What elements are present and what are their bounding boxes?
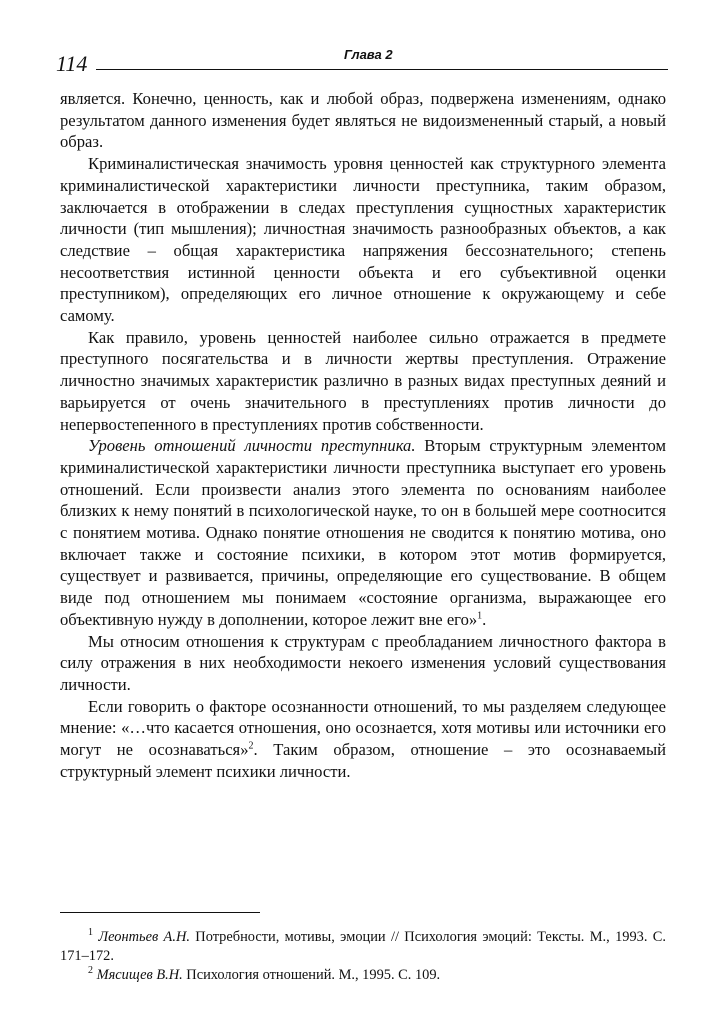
paragraph-4 [60, 435, 666, 630]
paragraph-text: является. Конечно, ценность, как и любой образ, подвержена изменениям, однако результатом данного изменения будет являться не видоизмененный старый, а новый образ. [60, 89, 666, 152]
paragraph-6 [60, 696, 666, 783]
footnote-author: Леонтьев А.Н. [98, 929, 190, 945]
footnote-mark: 1 [88, 927, 93, 939]
footnote-separator [60, 912, 260, 913]
footnote-1 [60, 928, 666, 966]
section-lead-heading: Уровень отношений личности преступника. [88, 436, 416, 456]
footnote-2 [60, 966, 666, 985]
paragraph-text-end: . [482, 609, 487, 629]
paragraph-text: Вторым структурным элементом криминалистической характеристики личности преступника выступает его уровень отношений. Если произвести анализ этого элемента по основаниям наиболее близких к нему понятий в психологической науке, то он в большей мере соотносится с понятием мотива. Однако понятие отношения не сводится к понятию мотива, оно включает также и состояние психики, в котором этот мотив формируется, существует и развивается, причины, определяющие его существование. В общем виде под отношением мы понимаем «состояние организма, выражающее его объективную нужду в дополнении, которое лежит вне его» [60, 436, 667, 629]
paragraph-text: Мы относим отношения к структурам с преобладанием личностного фактора в силу отражения в них необходимости некоего изменения условий существования личности. [60, 631, 666, 694]
footnote-reference-2[interactable]: 2 [248, 740, 254, 752]
paragraph-text: Как правило, уровень ценностей наиболее сильно отражается в предмете преступного посягательства и в личности жертвы преступления. Отражение личностно значимых характеристик различно в разных видах преступных деяний и варьируется от очень значительного в преступлениях против личности до непервостепенного в преступлениях против собственности. [60, 327, 666, 434]
footnote-text: Психология отношений. М., 1995. С. 109. [182, 967, 441, 983]
paragraph-2 [60, 153, 666, 327]
footnote-author: Мясищев В.Н. [96, 967, 183, 983]
footnote-text: Потребности, мотивы, эмоции // Психология эмоций: Тексты. М., 1993. С. 171–172. [60, 929, 666, 964]
paragraph-1 [60, 88, 666, 153]
running-head: Глава 2 [344, 47, 393, 62]
paragraph-5 [60, 631, 666, 696]
paragraph-text: Если говорить о факторе осознанности отношений, то мы разделяем следующее мнение: «…что касается отношения, оно осознается, хотя мотивы или источники его могут не осознаваться» [60, 696, 666, 760]
header-rule [96, 69, 668, 70]
footnote-mark: 2 [88, 965, 93, 977]
paragraph-text-end: . Таким образом, отношение – это осознаваемый структурный элемент психики личности. [60, 740, 666, 781]
paragraph-3 [60, 327, 666, 436]
paragraph-text: Криминалистическая значимость уровня ценностей как структурного элемента криминалистической характеристики личности преступника, таким образом, заключается в отображении в следах преступления сущностных характеристик личности (тип мышления); личностная значимость разнообразных объектов, а как следствие – общая характеристика напряжения бессознательного; степень несоответствия истинной ценности объекта и его субъективной оценки преступником), определяющих его личное отношение к окружающему и себе самому. [60, 154, 666, 326]
body-text [60, 88, 666, 783]
page-header [56, 44, 668, 78]
footnote-reference-1[interactable]: 1 [477, 610, 483, 622]
page-number: 114 [56, 51, 88, 76]
footnotes [60, 928, 666, 985]
